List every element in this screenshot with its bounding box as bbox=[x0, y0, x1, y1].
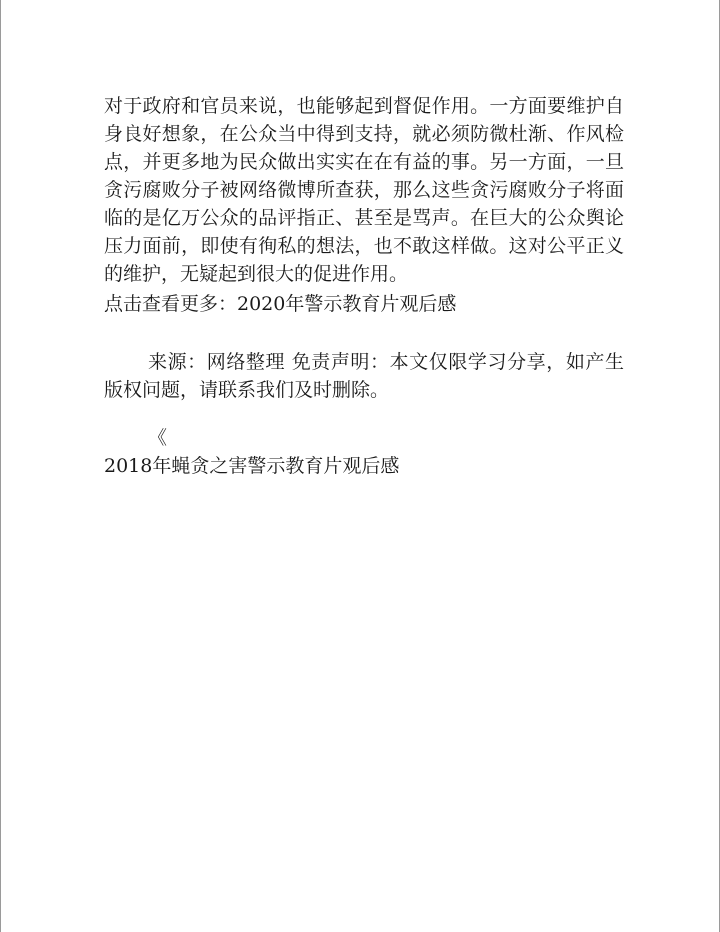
disclaimer-line: 版权问题，请联系我们及时删除。 bbox=[104, 379, 390, 401]
read-more-link[interactable]: 点击查看更多：2020年警示教育片观后感 bbox=[104, 293, 457, 315]
paragraph-line: 的维护，无疑起到很大的促进作用。 bbox=[104, 263, 409, 285]
paragraph-line: 临的是亿万公众的品评指正、甚至是骂声。在巨大的公众舆论 bbox=[104, 207, 624, 229]
page-edge-left bbox=[0, 0, 1, 932]
source-disclaimer bbox=[104, 348, 624, 404]
open-title-bracket: 《 bbox=[148, 427, 168, 449]
disclaimer-line: 来源：网络整理 免责声明：本文仅限学习分享，如产生 bbox=[148, 351, 624, 373]
body-paragraph bbox=[104, 92, 624, 288]
paragraph-line: 贪污腐败分子被网络微博所查获，那么这些贪污腐败分子将面 bbox=[104, 179, 624, 201]
related-article-title: 2018年蝇贪之害警示教育片观后感 bbox=[104, 455, 400, 477]
paragraph-line: 对于政府和官员来说，也能够起到督促作用。一方面要维护自 bbox=[104, 95, 624, 117]
paragraph-line: 身良好想象，在公众当中得到支持，就必须防微杜渐、作风检 bbox=[104, 123, 624, 145]
paragraph-line: 点，并更多地为民众做出实实在在有益的事。另一方面，一旦 bbox=[104, 151, 624, 173]
paragraph-line: 压力面前，即使有徇私的想法，也不敢这样做。这对公平正义 bbox=[104, 235, 624, 257]
document-body bbox=[104, 92, 624, 480]
